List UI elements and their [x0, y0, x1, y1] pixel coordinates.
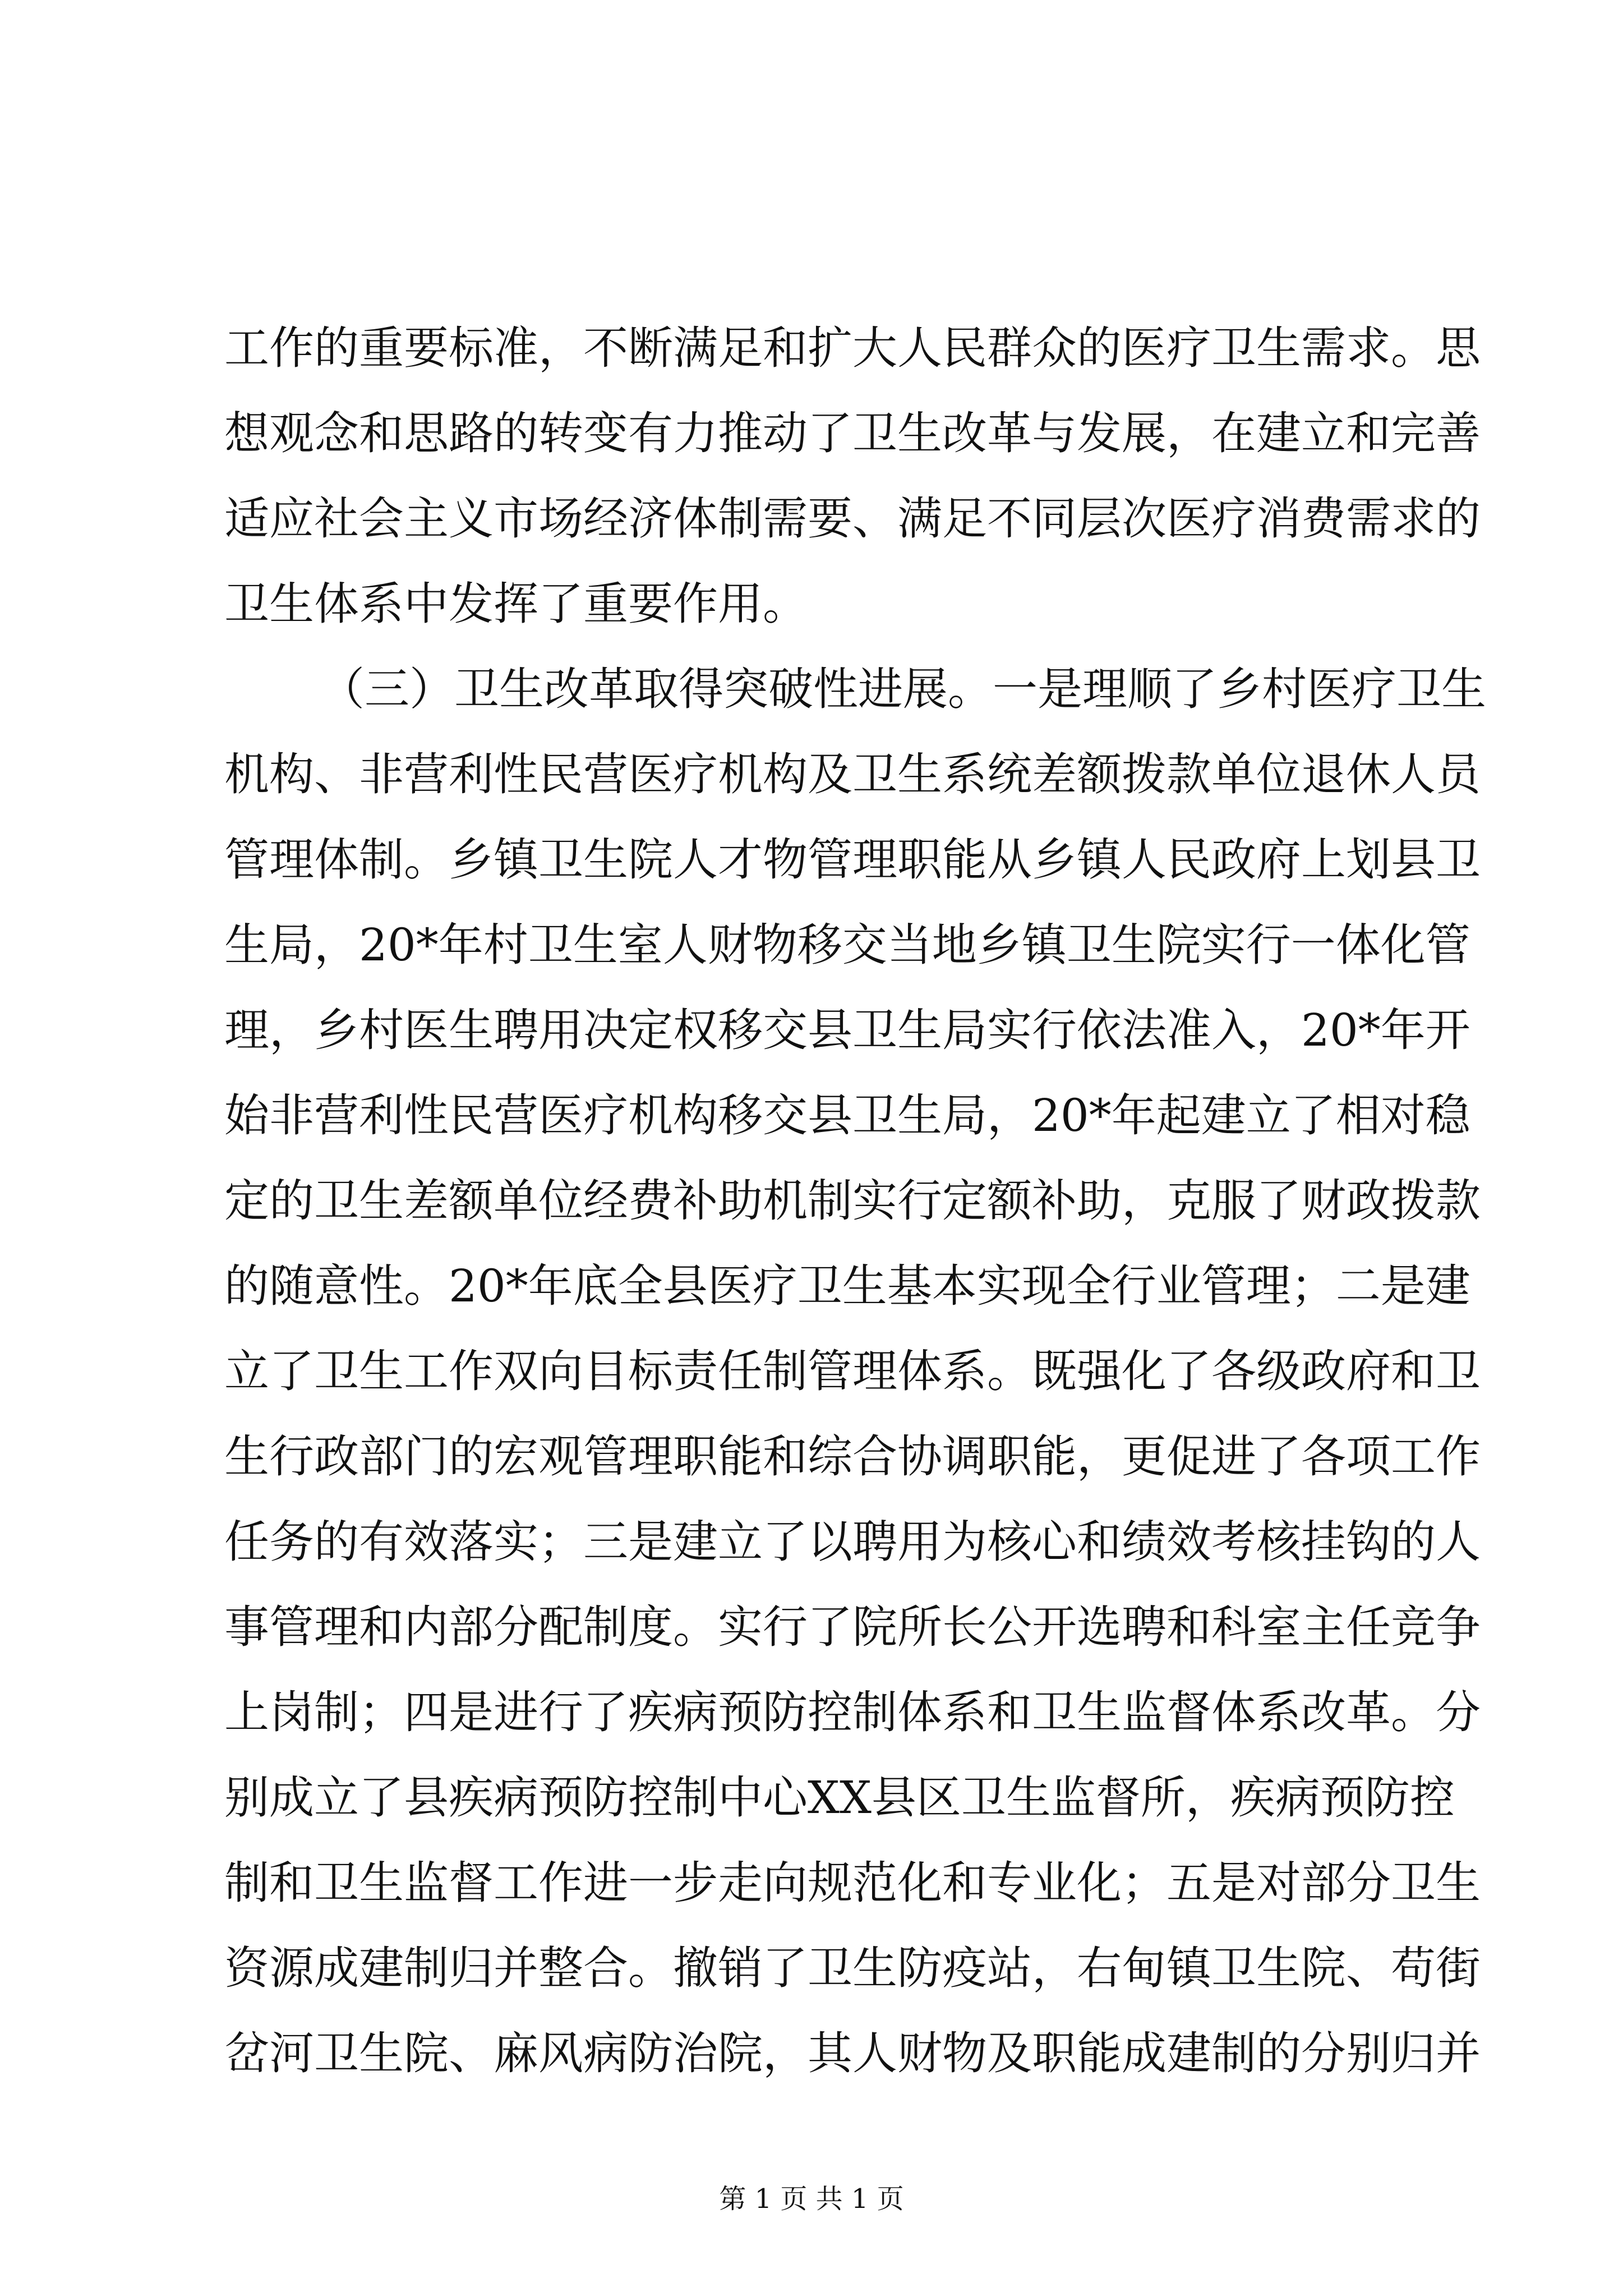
text-line: 始非营利性民营医疗机构移交县卫生局，20*年起建立了相对稳	[224, 1089, 1470, 1142]
page-number-label: 第 1 页 共 1 页	[719, 2183, 904, 2215]
text-line: 想观念和思路的转变有力推动了卫生改革与发展，在建立和完善	[224, 407, 1481, 459]
text-line: 工作的重要标准，不断满足和扩大人民群众的医疗卫生需求。思	[224, 322, 1481, 374]
page-footer	[0, 2182, 1623, 2216]
text-line: 立了卫生工作双向目标责任制管理体系。既强化了各级政府和卫	[224, 1345, 1481, 1397]
text-line: 事管理和内部分配制度。实行了院所长公开选聘和科室主任竞争	[224, 1601, 1481, 1653]
text-line: 定的卫生差额单位经费补助机制实行定额补助，克服了财政拨款	[224, 1175, 1481, 1227]
section-heading-line: （三）卫生改革取得突破性进展。一是理顺了乡村医疗卫生	[320, 663, 1486, 715]
text-line: 任务的有效落实；三是建立了以聘用为核心和绩效考核挂钩的人	[224, 1516, 1481, 1568]
text-line: 机构、非营利性民营医疗机构及卫生系统差额拨款单位退休人员	[224, 748, 1481, 800]
text-line: 卫生体系中发挥了重要作用。	[224, 578, 808, 630]
text-line: 适应社会主义市场经济体制需要、满足不同层次医疗消费需求的	[224, 493, 1481, 545]
text-line: 管理体制。乡镇卫生院人才物管理职能从乡镇人民政府上划县卫	[224, 834, 1481, 886]
text-line: 生局，20*年村卫生室人财物移交当地乡镇卫生院实行一体化管	[224, 919, 1470, 971]
text-line: 理，乡村医生聘用决定权移交县卫生局实行依法准入，20*年开	[224, 1004, 1470, 1056]
text-line: 别成立了县疾病预防控制中心XX县区卫生监督所，疾病预防控	[224, 1772, 1455, 1824]
text-line: 制和卫生监督工作进一步走向规范化和专业化；五是对部分卫生	[224, 1857, 1481, 1909]
text-line: 岔河卫生院、麻风病防治院，其人财物及职能成建制的分别归并	[224, 2027, 1481, 2079]
text-line: 的随意性。20*年底全县医疗卫生基本实现全行业管理；二是建	[224, 1260, 1470, 1312]
text-line: 上岗制；四是进行了疾病预防控制体系和卫生监督体系改革。分	[224, 1686, 1481, 1738]
text-line: 生行政部门的宏观管理职能和综合协调职能，更促进了各项工作	[224, 1430, 1481, 1483]
text-line: 资源成建制归并整合。撤销了卫生防疫站，右甸镇卫生院、苟街	[224, 1942, 1481, 1994]
body-text	[224, 306, 1486, 2096]
